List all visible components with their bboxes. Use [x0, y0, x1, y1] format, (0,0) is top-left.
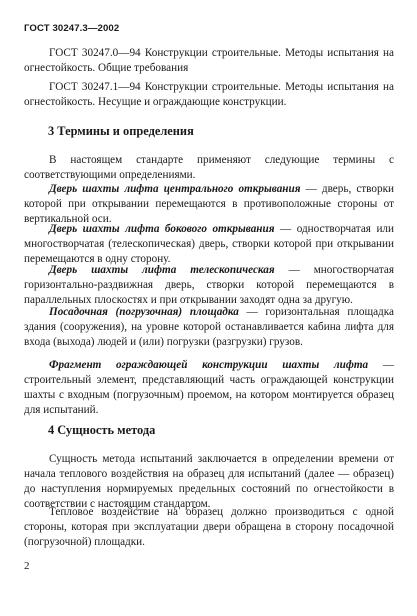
section-4-paragraph-2: Тепловое воздействие на образец должно производиться с одной стороны, которая при эксплуатации двери обращена в сторону посадочной (погрузочной) площадки. [24, 506, 394, 548]
term-4: Посадочная (погрузочная) площадка [49, 306, 239, 318]
term-definition-1 [24, 182, 394, 227]
definition-4: — горизонтальная площадка здания (сооружения), на уровне которой останавливается кабина лифта для входа (выхода) людей и (или) погрузки (разгрузки) грузов. [24, 306, 394, 348]
term-5: Фрагмент ограждающей конструкции шахты лифта [49, 359, 369, 371]
reference-2: ГОСТ 30247.1—94 Конструкции строительные. Методы испытания на огнестойкость. Несущие и ограждающие конструкции. [24, 81, 394, 108]
definition-1: — дверь, створки которой при открывании перемещаются в противоположные стороны от вертикальной оси. [24, 183, 394, 225]
term-definition-5 [24, 358, 394, 418]
term-definition-3 [24, 263, 394, 308]
page-number: 2 [24, 560, 30, 572]
section-4-title: 4 Сущность метода [48, 423, 156, 437]
section-3-title: 3 Термины и определения [48, 124, 194, 138]
section-4-paragraph-1: Сущность метода испытаний заключается в определении времени от начала теплового воздействия на образец для испытаний (далее — образец) до наступления нормируемых предельных состояний по огнестойкости в соответствии с настоящим стандартом. [24, 453, 394, 510]
term-definition-2 [24, 222, 394, 267]
definition-5: — строительный элемент, представляющий часть ограждающей конструкции шахты с входным (погрузочным) проемом, на котором монтируется образец для испытаний. [24, 359, 394, 416]
definition-2: — одностворчатая или многостворчатая (телескопическая) дверь, створки которой при открывании перемещаются в одну сторону. [24, 223, 395, 265]
term-definition-4 [24, 305, 394, 350]
definition-3: — многостворчатая горизонтально-раздвижная дверь, створки которой перемещаются в параллельных плоскостях и при открывании заходят одна за другую. [24, 264, 394, 306]
term-3: Дверь шахты лифта телескопическая [49, 264, 275, 276]
section-3-intro: В настоящем стандарте применяют следующие термины с соответствующими определениями. [24, 154, 394, 181]
term-2: Дверь шахты лифта бокового открывания [49, 223, 275, 235]
document-header: ГОСТ 30247.3—2002 [24, 23, 120, 34]
reference-1: ГОСТ 30247.0—94 Конструкции строительные. Методы испытания на огнестойкость. Общие требования [24, 47, 394, 74]
term-1: Дверь шахты лифта центрального открывания [49, 183, 301, 195]
